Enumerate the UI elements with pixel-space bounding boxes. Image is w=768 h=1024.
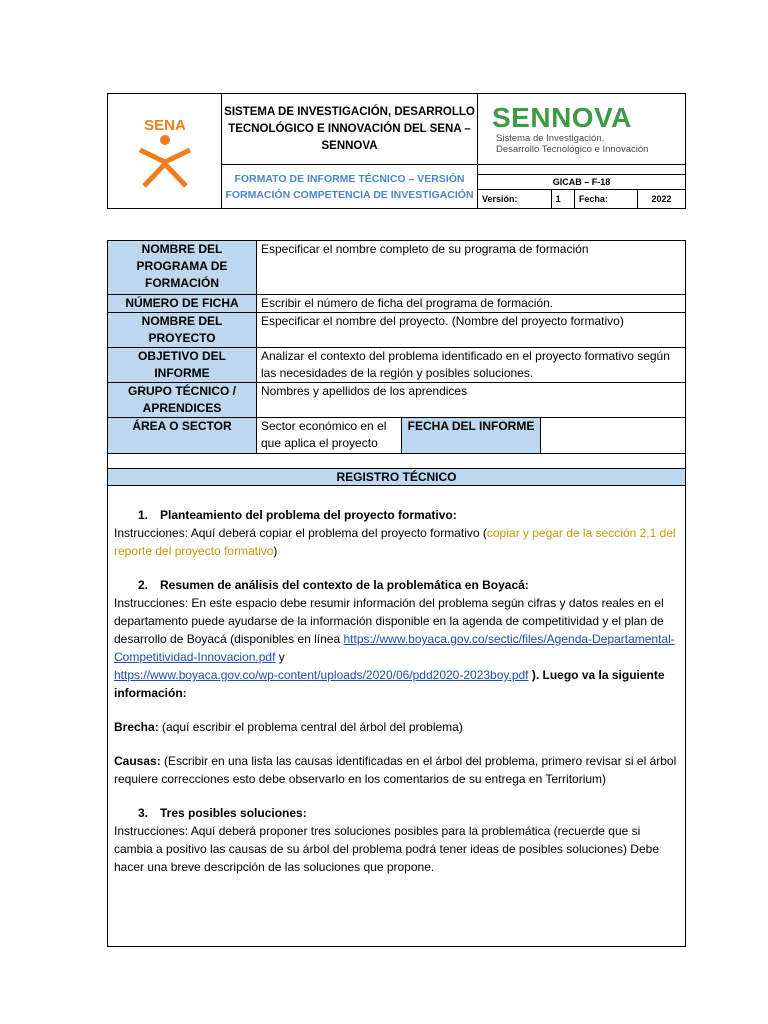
sennova-subtitle-1: Sistema de Investigación, (496, 133, 605, 144)
ficha-number-label: NÚMERO DE FICHA (108, 295, 257, 313)
section-1-text: Instrucciones: Aquí deberá copiar el problema del proyecto formativo ( (114, 526, 487, 540)
brecha-text: (aquí escribir el problema central del árbol del problema) (158, 720, 463, 734)
document-header (107, 93, 686, 209)
causas-paragraph (114, 752, 679, 788)
development-plan-link[interactable]: https://www.boyaca.gov.co/wp-content/uploads/2020/06/pdd2020-2023boy.pdf (114, 668, 529, 682)
section-3-number: 3. (138, 806, 149, 820)
report-table (107, 240, 686, 947)
ficha-number-field[interactable]: Escribir el número de ficha del programa de formación. (257, 295, 686, 313)
report-date-field[interactable] (541, 418, 686, 454)
section-2-after: ). Luego va la siguiente información: (114, 668, 665, 700)
technical-group-field[interactable]: Nombres y apellidos de los aprendices (257, 383, 686, 418)
section-3-instructions: Instrucciones: Aquí deberá proponer tres soluciones posibles para la problemática (recuerde que si cambia a positivo las causas de su árbol del problema podrá tener ideas de posibles soluciones) Debe hacer una breve descripción de las soluciones que propone. (114, 824, 659, 874)
sennova-logo-cell (478, 94, 686, 165)
causas-text: (Escribir en una lista las causas identificadas en el árbol del problema, primero revisar si el árbol requiere correcciones esto debe observarlo en los comentarios de su entrega en Territorium) (114, 754, 677, 786)
section-3-title: Tres posibles soluciones: (160, 806, 307, 820)
section-2-connector: y (275, 650, 285, 664)
spacer-row (108, 454, 686, 469)
sennova-logo-text: SENNOVA (492, 102, 632, 133)
sennova-subtitle-2: Desarrollo Tecnológico e Innovación (496, 144, 649, 155)
date-value: 2022 (638, 190, 685, 209)
section-2-number: 2. (138, 578, 149, 592)
area-sector-field[interactable]: Sector económico en el que aplica el proyecto (257, 418, 402, 454)
date-label: Fecha: (574, 190, 637, 209)
version-label: Versión: (478, 190, 551, 209)
format-title: FORMATO DE INFORME TÉCNICO – VERSIÓN FORMACIÓN COMPETENCIA DE INVESTIGACIÓN (222, 165, 478, 209)
causas-label: Causas: (114, 754, 161, 768)
document-meta (478, 174, 685, 208)
sena-logo-cell (108, 94, 222, 209)
section-2-title: Resumen de análisis del contexto de la problemática en Boyacá: (160, 578, 529, 592)
section-1-number: 1. (138, 508, 149, 522)
program-name-label: NOMBRE DEL PROGRAMA DE FORMACIÓN (108, 241, 257, 295)
version-value: 1 (551, 190, 574, 209)
agenda-link[interactable]: https://www.boyaca.gov.co/sectic/files/Agenda-Departamental-Competitividad-Innovacion.pdf (114, 632, 675, 664)
technical-group-label: GRUPO TÉCNICO / APRENDICES (108, 383, 257, 418)
program-name-field[interactable]: Especificar el nombre completo de su programa de formación (257, 241, 686, 295)
section-2-heading (138, 576, 679, 594)
document-meta-cell (478, 165, 686, 209)
project-name-field[interactable]: Especificar el nombre del proyecto. (Nombre del proyecto formativo) (257, 313, 686, 348)
project-name-label: NOMBRE DEL PROYECTO (108, 313, 257, 348)
brecha-paragraph (114, 718, 679, 736)
sennova-logo (492, 103, 685, 133)
section-title: REGISTRO TÉCNICO (108, 469, 686, 486)
section-2-instructions (114, 594, 679, 702)
section-2-text: Instrucciones: En este espacio debe resumir información del problema según cifras y datos reales en el departamento puede ayudarse de la información disponible en la agenda de competitividad y el plan de desarrollo de Boyacá (disponibles en línea (114, 596, 664, 646)
report-objective-label: OBJETIVO DEL INFORME (108, 348, 257, 383)
system-title: SISTEMA DE INVESTIGACIÓN, DESARROLLO TECNOLÓGICO E INNOVACIÓN DEL SENA – SENNOVA (222, 94, 478, 165)
sena-logo (130, 112, 200, 191)
area-sector-label: ÁREA O SECTOR (108, 418, 257, 454)
svg-text:SENA: SENA (143, 116, 186, 134)
section-1-highlight: copiar y pegar de la sección 2.1 del reporte del proyecto formativo (114, 526, 676, 558)
document-code: GICAB – F-18 (478, 175, 685, 190)
registro-tecnico-body[interactable] (108, 486, 686, 947)
section-1-close: ) (273, 544, 278, 558)
report-date-label: FECHA DEL INFORME (402, 418, 541, 454)
report-objective-field[interactable]: Analizar el contexto del problema identificado en el proyecto formativo según las necesidades de la región y posibles soluciones. (257, 348, 686, 383)
section-3-heading (138, 804, 679, 822)
brecha-label: Brecha: (114, 720, 159, 734)
section-1-instructions (114, 524, 679, 560)
section-1-title: Planteamiento del problema del proyecto formativo: (160, 508, 457, 522)
section-1-heading (138, 506, 679, 524)
